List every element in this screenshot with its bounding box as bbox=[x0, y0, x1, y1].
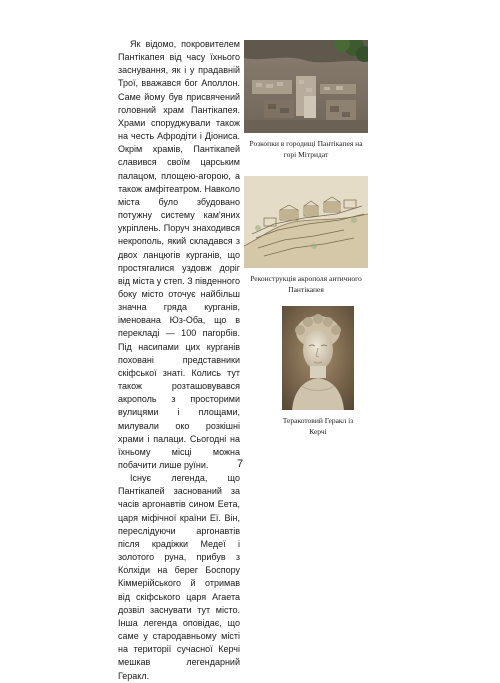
figure-reconstruction bbox=[244, 176, 368, 295]
heracles-photo bbox=[282, 306, 354, 410]
paragraph: Як відомо, покровителем Пантікапея від часу їхнього заснування, як і у прадавній Трої, вважався бог Аполлон. Саме йому був присвячений головний храм Пантікапея. Храми споруджували також на честь Афродіти і Діониса. Окрім храмів, Пантікапей славився своїм царським палацом, площею-агорою, а також амфітеатром. Навколо міста було збудовано потужну систему кам'яних укріплень. Поруч знаходився некрополь, який складався з двох ланцюгів курганів, що простягалися уздовж доріг від міста у степ. З південного боку місто оточує найбільш значна гряда курганів, іменована Юз-Оба, що в перекладі — 100 пагорбів. Під насипами цих курганів поховані представники скіфської знаті. Колись тут також розташовувався акрополь з просторими вулицями і площами, милували око розкішні храми і палаци. Сьогодні на їхньому місці можна побачити лише руїни. bbox=[118, 39, 240, 470]
caption-excavations: Розкопки в городищі Пантікапея на горі Мітридат bbox=[249, 139, 363, 159]
figure-excavations bbox=[244, 40, 368, 160]
reconstruction-drawing bbox=[244, 176, 368, 268]
excavation-photo bbox=[244, 40, 368, 133]
body-text bbox=[118, 38, 240, 683]
figure-heracles bbox=[282, 306, 354, 437]
page-number: 7 bbox=[236, 458, 244, 470]
caption-reconstruction: Реконструкція акрополя античного Пантікапея bbox=[250, 274, 362, 294]
paragraph: Існує легенда, що Пантікапей заснований за часів аргонавтів сином Еета, царя міфічної країни Еї. Він, переслідуючи аргонавтів після крадіжки Медеї і золотого руна, прибув з Колхіди на берег Боспору Кіммерійського й отримав від скіфського царя Агаета дозвіл заснувати тут місто. Інша легенда оповідає, що саме у стародавньому місті на території сучасної Керчі мешкав легендарний Геракл. bbox=[118, 473, 240, 681]
caption-heracles: Теракотовий Геракл із Керчі bbox=[282, 416, 354, 436]
